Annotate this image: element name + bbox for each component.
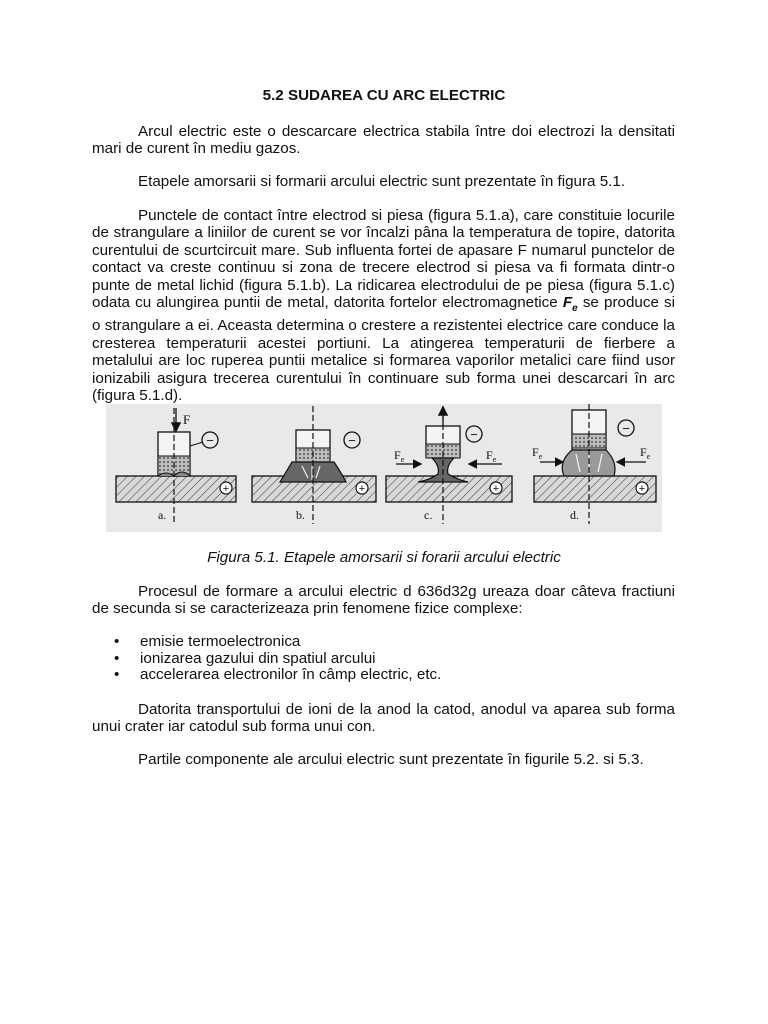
paragraph-formation-process — [92, 583, 675, 618]
list-item: • emisie termoelectronica — [114, 633, 301, 650]
panel-label-d: d. — [570, 508, 579, 522]
paragraph-anode-cathode — [92, 701, 675, 736]
paragraph-text-end: se produce si o strangulare a ei. Aceasta determina o crestere a rezistentei electrice care conduce la cresterea temperaturii acestei portiuni. La atingerea temperaturii de fierbere a metalului are loc ruperea puntii metalice si formarea vaporilor metalici care fiind usor ionizabili asigura trecerea curentului în continuare sub forma unei descarcari în arc (figura 5.1.d). — [92, 294, 675, 405]
paragraph-text: Etapele amorsarii si formarii arcului electric sunt prezentate în figura 5.1. — [138, 173, 626, 190]
svg-text:+: + — [638, 483, 646, 495]
paragraph-components — [92, 751, 675, 768]
bullet-icon: • — [114, 666, 120, 683]
list-item: • ionizarea gazului din spatiul arcului — [114, 649, 376, 667]
paragraph-arc-definition — [92, 123, 675, 158]
fe-label-right-c: $F_e$ — [486, 448, 497, 464]
svg-text:−: − — [622, 421, 630, 436]
svg-text:−: − — [348, 433, 356, 448]
svg-text:+: + — [358, 483, 366, 495]
bullet-icon: • — [114, 633, 120, 650]
paragraph-text: Procesul de formare a arcului electric d 636d32g ureaza doar câteva fractiuni de secunda si se caracterizeaza prin fenomene fizice complexe: — [92, 583, 675, 618]
plus-sign: + — [222, 483, 230, 495]
panel-label-c: c. — [424, 508, 433, 522]
svg-text:+: + — [492, 483, 500, 495]
svg-text:−: − — [470, 427, 478, 442]
figure-arc-stages — [106, 404, 662, 532]
paragraph-text: Arcul electric este o descarcare electrica stabila între doi electrozi la densitati mari de curent în mediu gazos. — [92, 123, 675, 158]
bullet-icon: • — [114, 649, 120, 667]
panel-label-b: b. — [296, 508, 305, 522]
paragraph-text-start: Punctele de contact între electrod si piesa (figura 5.1.a), care constituie locurile de strangulare a liniilor de curent se vor încalzi pâna la temperatura de topire, datorita curentului de scurtcircuit mare. Sub influenta fortei de apasare F numarul punctelor de contact va creste continuu si zona de trecere electrod si piesa va fi formata dintr-o punte de metal lichid (figura 5.1.b). La ridicarea electrodului de pe piesa (figura 5.1.c) odata cu alungirea puntii de metal, datorita fortelor electromagnetice — [92, 207, 675, 312]
electromagnetic-force-symbol: $F_e$ — [562, 294, 578, 315]
list-item: • accelerarea electronilor în câmp electric, etc. — [114, 666, 442, 683]
fe-label-right-d: $F_e$ — [640, 445, 651, 461]
paragraph-stages-intro — [92, 173, 675, 190]
panel-label-a: a. — [158, 508, 167, 522]
paragraph-text: Datorita transportului de ioni de la anod la catod, anodul va aparea sub forma unui crater iar catodul sub forma unui con. — [92, 701, 675, 736]
phenomena-list — [92, 633, 441, 683]
figure-caption: Figura 5.1. Etapele amorsarii si forarii arcului electric — [207, 549, 561, 566]
section-title: 5.2 SUDAREA CU ARC ELECTRIC — [262, 87, 506, 104]
minus-sign: − — [206, 433, 214, 448]
paragraph-text: Partile componente ale arcului electric sunt prezentate în figurile 5.2. si 5.3. — [138, 751, 644, 768]
paragraph-contact-points — [92, 207, 675, 405]
fe-label-left-c: $F_e$ — [394, 448, 405, 464]
force-label: F — [183, 412, 191, 427]
fe-label-left-d: $F_e$ — [532, 445, 543, 461]
